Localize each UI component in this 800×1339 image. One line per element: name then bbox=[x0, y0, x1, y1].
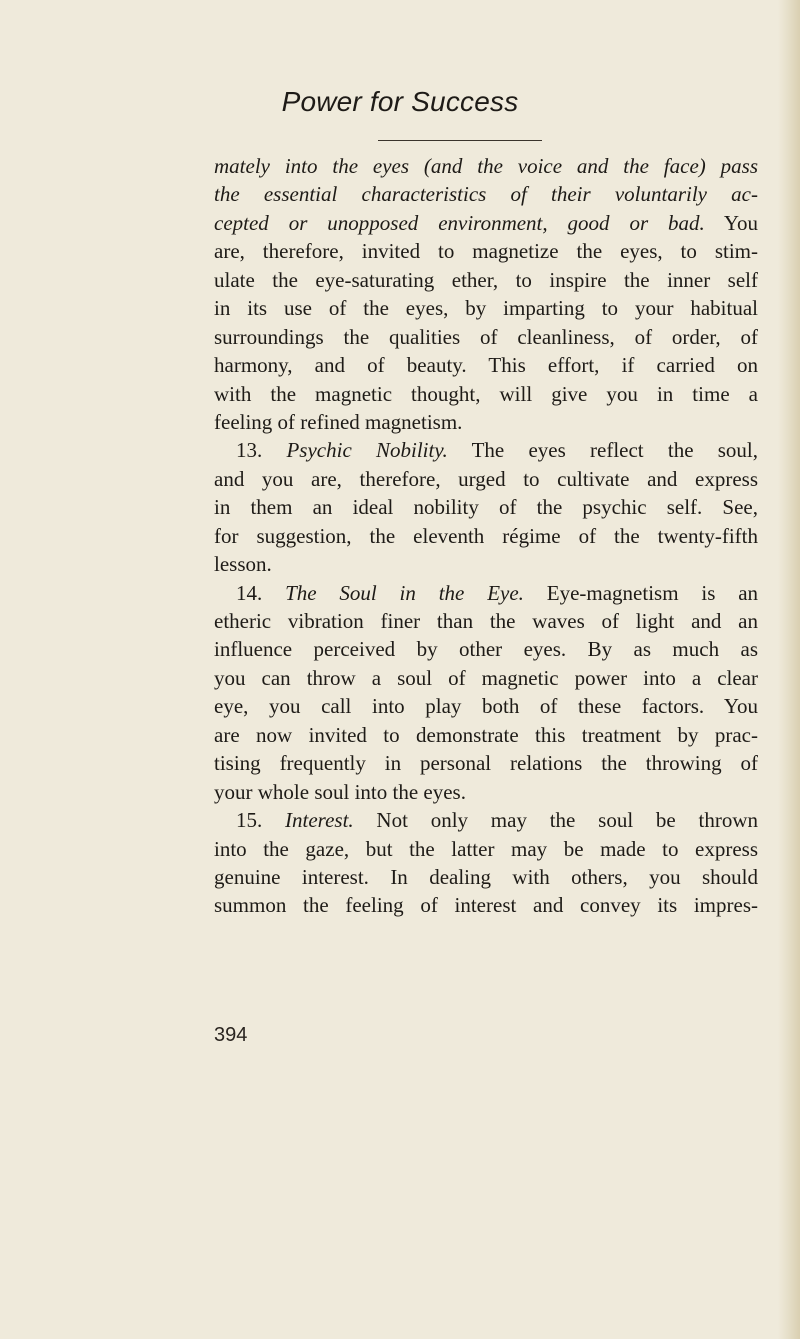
text-run: eye, you call into play both of these factors. You bbox=[214, 694, 758, 719]
text-run: summon the feeling of interest and convey its impres- bbox=[214, 893, 758, 918]
text-line bbox=[214, 550, 758, 578]
text-run: genuine interest. In dealing with others, you should bbox=[214, 864, 758, 889]
text-run: tising frequently in personal relations the throwing of bbox=[214, 751, 758, 776]
text-line bbox=[214, 778, 758, 806]
text-run: are now invited to demonstrate this treatment by prac- bbox=[214, 722, 758, 747]
text-line bbox=[214, 237, 758, 265]
text-run: The eyes reflect the soul, bbox=[447, 438, 758, 463]
text-run: into the gaze, but the latter may be made to express bbox=[214, 836, 758, 861]
section-number: 15. bbox=[236, 808, 286, 833]
page-number: 394 bbox=[214, 1024, 248, 1046]
text-line bbox=[214, 266, 758, 294]
body-text bbox=[214, 152, 758, 920]
text-line bbox=[214, 294, 758, 322]
text-line bbox=[214, 323, 758, 351]
text-run: ulate the eye-saturating ether, to inspire the inner self bbox=[214, 267, 758, 292]
text-run: cepted or unopposed environment, good or bad. bbox=[214, 210, 705, 235]
text-line bbox=[214, 721, 758, 749]
text-run: influence perceived by other eyes. By as much as bbox=[214, 637, 758, 662]
text-run: your whole soul into the eyes. bbox=[214, 779, 466, 804]
text-run: etheric vibration finer than the waves of light and an bbox=[214, 609, 758, 633]
text-line bbox=[214, 579, 758, 607]
text-run: feeling of refined magnetism. bbox=[214, 409, 463, 434]
text-run: and you are, therefore, urged to cultivate and express bbox=[214, 466, 758, 491]
text-line bbox=[214, 436, 758, 464]
section-heading: Interest. bbox=[285, 808, 354, 833]
section-number: 14. bbox=[236, 580, 286, 605]
head-rule bbox=[378, 140, 542, 141]
text-run: you can throw a soul of magnetic power into a clear bbox=[214, 665, 758, 690]
text-run: surroundings the qualities of cleanliness, of order, of bbox=[214, 324, 758, 349]
text-line bbox=[214, 749, 758, 777]
text-line bbox=[214, 692, 758, 720]
text-run: You bbox=[704, 210, 758, 235]
text-line bbox=[214, 664, 758, 692]
text-run: lesson. bbox=[214, 552, 272, 577]
text-line bbox=[214, 380, 758, 408]
running-head: Power for Success bbox=[281, 86, 519, 117]
text-run: with the magnetic thought, will give you in time a bbox=[214, 381, 758, 406]
text-line bbox=[214, 635, 758, 663]
text-line bbox=[214, 835, 758, 863]
section-heading: Psychic Nobility. bbox=[286, 438, 448, 463]
text-line bbox=[214, 351, 758, 379]
text-line bbox=[214, 209, 758, 237]
text-line bbox=[214, 465, 758, 493]
text-line bbox=[214, 408, 758, 436]
section-number: 13. bbox=[236, 438, 287, 463]
text-line bbox=[214, 607, 758, 635]
text-line bbox=[214, 863, 758, 891]
text-run: the essential characteristics of their voluntarily ac- bbox=[214, 182, 758, 207]
text-run: harmony, and of beauty. This effort, if carried on bbox=[214, 353, 758, 378]
text-line bbox=[214, 152, 758, 180]
section-heading: The Soul in the Eye. bbox=[285, 580, 524, 605]
text-run: in its use of the eyes, by imparting to your habitual bbox=[214, 296, 758, 321]
text-line bbox=[214, 180, 758, 208]
text-run: are, therefore, invited to magnetize the eyes, to stim- bbox=[214, 239, 758, 264]
page-edge-shadow bbox=[778, 0, 800, 1339]
text-run: Eye-magnetism is an bbox=[523, 580, 759, 605]
text-run: mately into the eyes (and the voice and the face) pass bbox=[214, 154, 758, 178]
text-line bbox=[214, 806, 758, 834]
text-run: for suggestion, the eleventh régime of the twenty-fifth bbox=[214, 523, 758, 548]
text-line bbox=[214, 493, 758, 521]
text-line bbox=[214, 891, 758, 919]
text-run: Not only may the soul be thrown bbox=[353, 808, 759, 833]
text-run: in them an ideal nobility of the psychic self. See, bbox=[214, 495, 758, 520]
text-line bbox=[214, 522, 758, 550]
